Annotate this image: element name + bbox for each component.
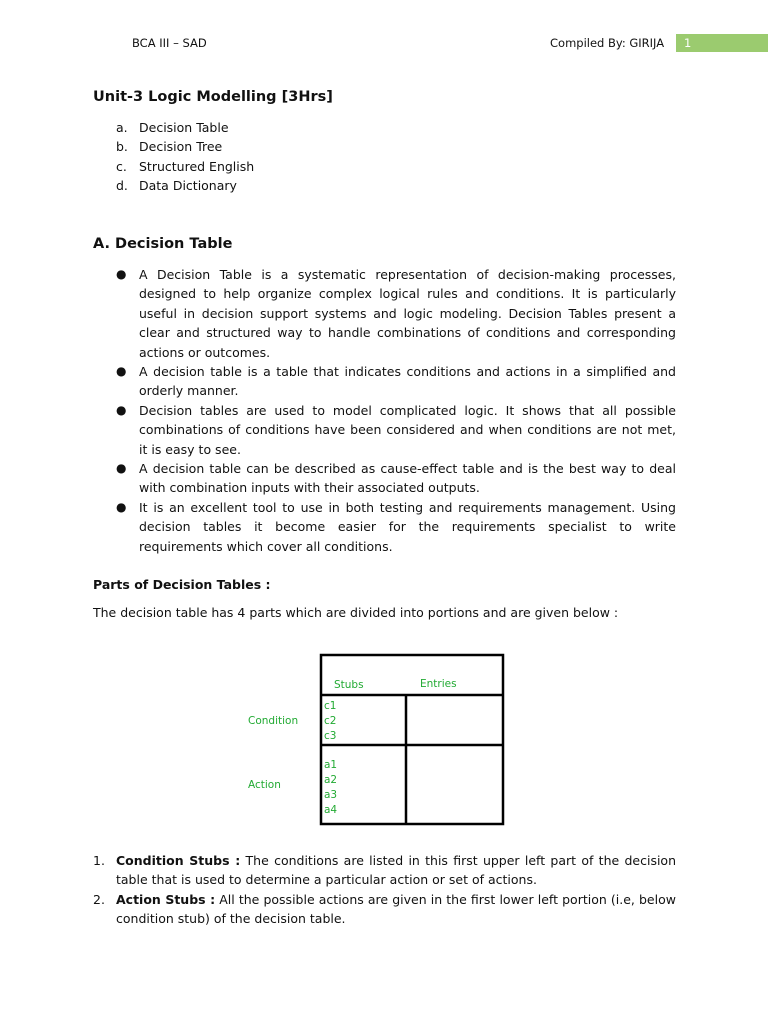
bullet-item [116,401,676,459]
bullet-text: Decision tables are used to model complicated logic. It shows that all possible combinations of conditions have been considered and when conditions are not met, it is easy to see. [139,402,676,457]
decision-table-diagram [240,650,510,830]
section-heading: A. Decision Table [93,236,233,252]
definition: All the possible actions are given in the first lower left portion (i.e, below condition stub) of the decision table. [116,891,676,927]
list-marker: b. [116,139,128,155]
condition-stub: c2 [324,715,337,727]
bullet-list [116,265,676,556]
list-item-label: Structured English [139,158,255,174]
action-stub: a2 [324,774,338,786]
parts-heading: Parts of Decision Tables : [93,577,271,592]
bullet-icon: ● [116,364,127,379]
bullet-text: A decision table is a table that indicates conditions and actions in a simplified and orderly manner. [139,364,676,399]
bullet-item [116,265,676,362]
bullet-item [116,362,676,401]
term: Condition Stubs : [116,853,241,868]
action-label: Action [248,779,281,791]
bullet-item [116,459,676,498]
bullet-icon: ● [116,267,127,281]
bullet-text: A decision table can be described as cause-effect table and is the best way to deal with combination inputs with their associated outputs. [139,461,676,496]
page-number-badge: 1 [676,34,768,52]
entries-header: Entries [420,678,457,690]
condition-stub: c3 [324,730,337,742]
list-item-label: Data Dictionary [139,177,237,193]
action-stub: a4 [324,804,338,816]
stubs-header: Stubs [334,679,364,691]
numbered-list [93,851,676,929]
list-marker: c. [116,158,127,174]
bullet-item [116,498,676,556]
list-item-label: Decision Tree [139,139,223,155]
header-right: Compiled By: GIRIJA [550,36,665,50]
definition: The conditions are listed in this first upper left part of the decision table that is used to determine a particular action or set of actions. [116,853,676,888]
numbered-item [93,851,676,890]
bullet-text: It is an excellent tool to use in both testing and requirements management. Using decision tables it become easier for the requirements specialist to write requirements which cover all conditions. [139,499,676,554]
list-item [116,137,254,156]
bullet-text: A Decision Table is a systematic representation of decision-making processes, designed to help organize complex logical rules and conditions. It is particularly useful in decision support systems and logic modeling. Decision Tables present a clear and structured way to handle combinations of conditions and corresponding actions or outcomes. [139,267,676,360]
condition-stub: c1 [324,700,337,712]
topics-list [116,118,254,195]
list-item [116,176,254,195]
bullet-icon: ● [116,461,127,476]
term: Action Stubs : [116,891,216,907]
list-number: 2. [93,891,105,907]
bullet-icon: ● [116,402,127,417]
condition-label: Condition [248,715,299,727]
header-left: BCA III – SAD [132,36,207,50]
list-number: 1. [93,853,105,868]
action-stub: a1 [324,759,338,771]
list-item-label: Decision Table [139,120,229,135]
numbered-item [93,890,676,929]
parts-intro: The decision table has 4 parts which are divided into portions and are given below : [93,605,619,620]
bullet-icon: ● [116,499,127,514]
list-item [116,118,254,137]
action-stub: a3 [324,789,338,801]
list-marker: a. [116,120,128,135]
list-marker: d. [116,177,128,193]
list-item [116,157,254,176]
page-title: Unit-3 Logic Modelling [3Hrs] [93,89,333,105]
